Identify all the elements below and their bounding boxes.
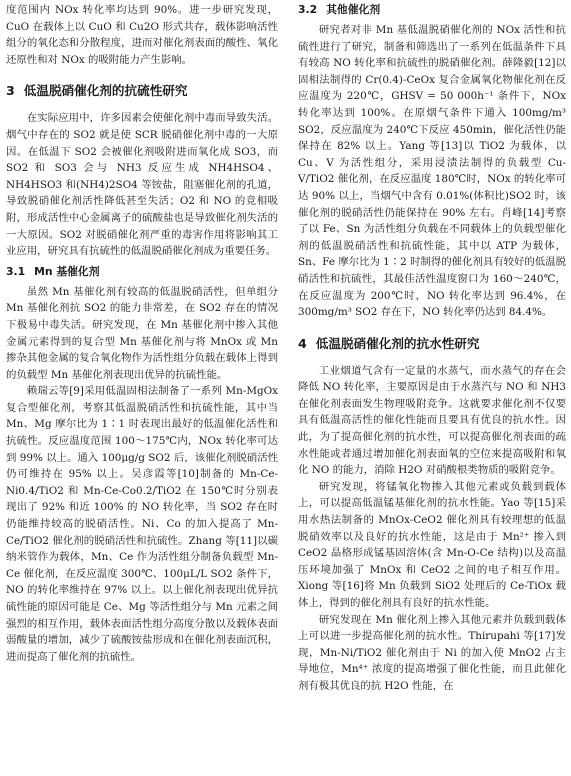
subsection-title: Mn 基催化剂 [34,264,100,278]
subsection-number: 3.2 [298,3,318,16]
paragraph-mn-examples: 赖瑞云等[9]采用低温固相法制备了一系列 Mn-MgOx 复合型催化剂，考察其低温脱硝活性和抗硫性能，其中当 Mn、Mg 摩尔比为 1∶1 时表现出最好的低温催化活性和抗硫性。反应温度范围 100～175℃内，NOx 转化率可达到 99% 以上。通入 100μg/g SO2 后，该催化剂脱硝活性仍可维持在 95% 以上。吴彦霞等[10]制备的 Mn-Ce-Ni0.4/TiO2 和 Mn-Ce-Co0.2/TiO2 在 150℃时分别表现出了 92% 和近 100% 的 NO 转化率，当 SO2 存在时仍能维持较高的脱硝活性。Ni、Co 的加入提高了 Mn-Ce/TiO2 催化剂的脱硝活性和抗硫性。Zhang 等[11]以碳纳米管作为载体，Mn、Ce 作为活性组分制备负载型 Mn-Ce 催化剂，在反应温度 300℃、100μL/L SO2 条件下，NO 的转化率维持在 97% 以上。以上催化剂表现出优异抗硫性能的原因可能是 Ce、Mg 等活性组分与 Mn 元素之间强烈的相互作用，载体表面活性组分高度分散以及载体表面弱酸量的增加，减少了硫酸铵盐形成和在催化剂表面沉积，进而提高了催化剂的抗硫性。 [6,385,278,663]
section-title: 低温脱硝催化剂的抗水性研究 [315,335,480,351]
paragraph-water-vapor: 工业烟道气含有一定量的水蒸气，而水蒸气的存在会降低 NO 转化率，主要原因是由于水蒸汽与 NO 和 NH3 在催化剂表面发生物理吸附竞争。这就要求催化剂不仅要具有低温高活性的催化性能而且要具有优良的抗水性。因此，为了提高催化剂的抗水性，可以提高催化剂表面的疏水性能或者通过增加催化剂表面氧的空位来提高吸附和氧化 NO 的能力，消除 H2O 对硝酸根类物质的吸附竞争。 [298,364,566,477]
paragraph-mn-catalyst: 虽然 Mn 基催化剂有较高的低温脱硝活性，但单组分 Mn 基催化剂抗 SO2 的能力非常差，在 SO2 存在的情况下极易中毒失活。研究发现，在 Mn 基催化剂中掺入其他金属元素得到的复合型 Mn 基催化剂与将 MnOx 或 Mn 掺杂其他金属的复合氧化物作为活性组分负载在载体上得到的负载型 Mn 基催化剂表现出优异的抗硫性能。 [6,285,278,381]
subsection-heading-3-2 [298,2,566,18]
paragraph-intro-continued: 度范围内 NOx 转化率均达到 90%。进一步研究发现，CuO 在载体上以 CuO 和 Cu2O 形式共存，载体影响活性组分的氧化态和分散程度，进而对催化剂表面的酸性、氧化还原性和对 NOx 的吸附能力产生影响。 [6,4,278,66]
paragraph-other-catalysts: 研究者对非 Mn 基低温脱硝催化剂的 NOx 活性和抗硫性进行了研究，制备和筛选出了一系列在低温条件下具有较高 NO 转化率和抗硫性的脱硝催化剂。薛隆毅[12]以固相法制得的 Cr(0.4)-CeOx 复合金属氧化物催化剂在反应温度为 220℃，GHSV = 50 000h⁻¹ 条件下，NOx 转化率达到 100%。在原烟气条件下通入 100mg/m³ SO2，反应温度为 240℃下反应 450min，催化活性仍能保持在 82% 以上。Yang 等[13]以 TiO2 为载体，以 Cu、V 为活性组分，采用浸渍法制得的负载型 Cu-V/TiO2 催化剂，在反应温度 180℃时，NOx 的转化率可达 90% 以上，当烟气中含有 0.01%(体积比)SO2 时，该催化剂的脱硝活性仍能保持在 90% 左右。肖峰[14]考察了以 Fe、Sn 为活性组分负载在不同载体上的负载型催化剂的低温脱硝活性和抗硫性能，其中以 ATP 为载体，Sn、Fe 摩尔比为 1∶2 时制得的催化剂具有较好的低温脱硝活性和抗硫性，其最佳活性温度窗口为 160～240℃，在反应温度为 200℃时，NO 转化率达到 96.4%，在 300mg/m³ SO2 存在下，NO 转化率仍达到 84.4%。 [298,24,566,319]
section-heading-4 [298,336,566,352]
subsection-heading-3-1 [6,264,278,280]
section-number: 4 [298,335,307,351]
section-heading-3 [6,83,278,99]
paragraph-sulfur-poisoning: 在实际应用中，许多因素会使催化剂中毒而导致失活。烟气中存在的 SO2 就是使 SCR 脱硝催化剂中毒的一大原因。在低温下 SO2 会被催化剂吸附进而氧化成 SO3，而 SO2 和 SO3 会与 NH3 反应生成 NH4HSO4、NH4HSO3 和(NH4)2SO4 等铵盐，阻塞催化剂的孔道，导致脱硝催化剂活性降低甚至失活；O2 和 NO 的竞相吸附，形成活性中心金属离子的硫酸盐也是导致催化剂失活的一大原因。SO2 对脱硝催化剂严重的毒害作用将影响其工业应用，研究具有抗硫性的低温脱硝催化剂成为重要任务。 [6,112,278,258]
subsection-number: 3.1 [6,264,26,278]
subsection-title: 其他催化剂 [326,3,381,16]
section-number: 3 [6,83,15,99]
paragraph-water-resistance: 研究发现，将锰氧化物掺入其他元素或负载到载体上，可以提高低温锰基催化剂的抗水性能。Yao 等[15]采用水热法制备的 MnOx-CeO2 催化剂具有较理想的低温脱硝效率以及良好的抗水性能，这是由于 Mn²⁺ 掺入到 CeO2 晶格形成锰基固溶体(含 Mn-O-Ce 结构)以及高温压环境加强了 MnOx 和 CeO2 之间的电子相互作用。Xiong 等[16]将 Mn 负载到 SiO2 处理后的 Ce-TiOx 载体上，得到的催化剂具有良好的抗水性能。 [298,480,566,609]
section-title: 低温脱硝催化剂的抗硫性研究 [23,83,188,99]
paragraph-doping-support: 研究发现在 Mn 催化剂上掺入其他元素并负载到载体上可以进一步提高催化剂的抗水性。Thirupahi 等[17]发现，Mn-Ni/TiO2 催化剂由于 Ni 的加入使 MnO2 占主导地位，Mn⁴⁺ 浓度的提高增强了催化性能，而且此催化剂有极其优良的抗 H2O 性能，在 [298,613,566,692]
right-column [298,2,566,695]
left-column [6,2,278,665]
